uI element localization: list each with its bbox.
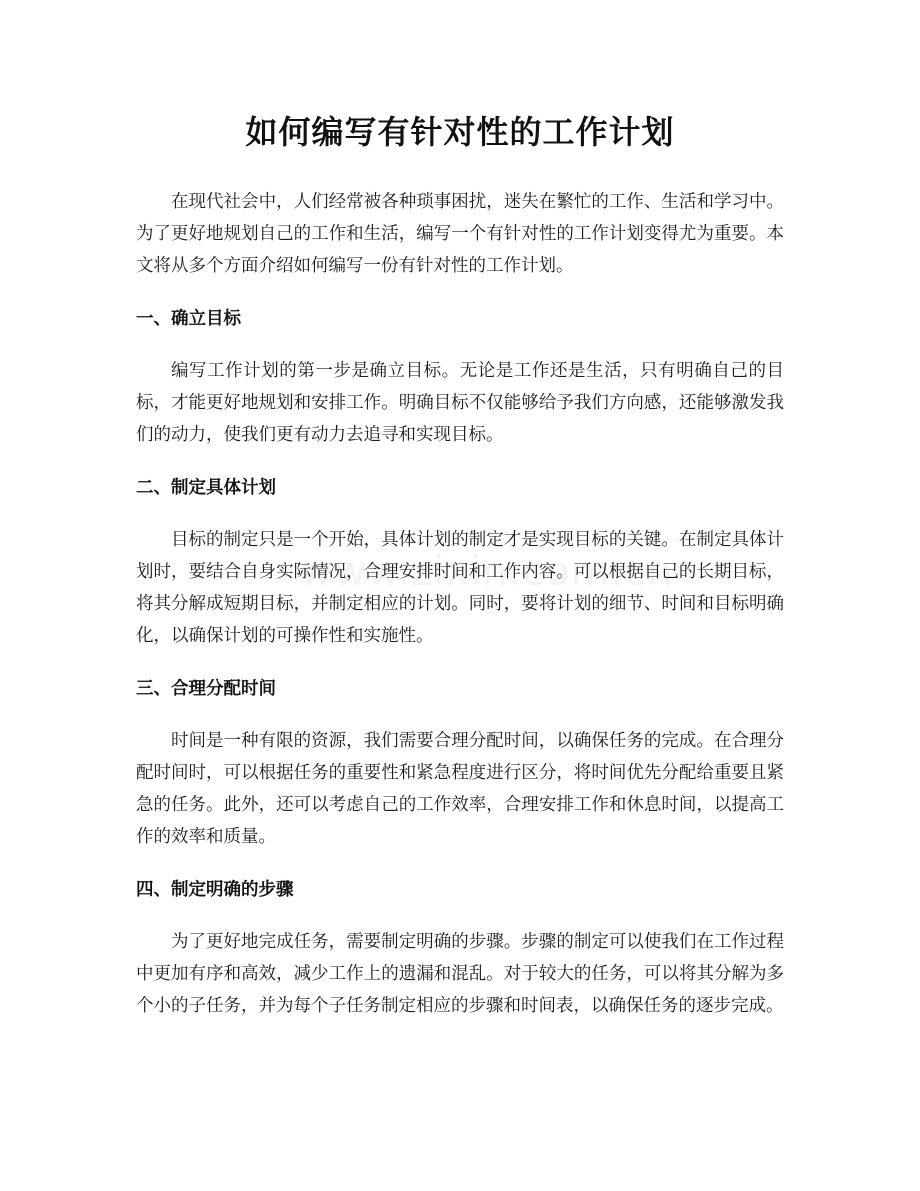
intro-paragraph: 在现代社会中，人们经常被各种琐事困扰，迷失在繁忙的工作、生活和学习中。为了更好地规划自己的工作和生活，编写一个有针对性的工作计划变得尤为重要。本文将从多个方面介绍如何编写一份有针对性的工作计划。 [136,192,784,276]
section-heading: 四、制定明确的步骤 [136,880,294,900]
section-paragraph: 目标的制定只是一个开始，具体计划的制定才是实现目标的关键。在制定具体计划时，要结合自身实际情况，合理安排时间和工作内容。可以根据自己的长期目标，将其分解成短期目标，并制定相应的计划。同时，要将计划的细节、时间和目标明确化，以确保计划的可操作性和实施性。 [136,530,784,646]
document-title: 如何编写有针对性的工作计划 [245,113,675,151]
section-heading: 三、合理分配时间 [136,679,276,699]
section-heading: 一、确立目标 [136,309,241,329]
section-time [136,673,784,853]
section-heading: 二、制定具体计划 [136,478,276,498]
section-goals [136,303,784,451]
section-paragraph: 为了更好地完成任务，需要制定明确的步骤。步骤的制定可以使我们在工作过程中更加有序和高效，减少工作上的遗漏和混乱。对于较大的任务，可以将其分解为多个小的子任务，并为每个子任务制定相应的步骤和时间表，以确保任务的逐步完成。 [136,932,784,1016]
section-paragraph: 时间是一种有限的资源，我们需要合理分配时间，以确保任务的完成。在合理分配时间时，可以根据任务的重要性和紧急程度进行区分，将时间优先分配给重要且紧急的任务。此外，还可以考虑自己的工作效率，合理安排工作和休息时间，以提高工作的效率和质量。 [136,731,784,847]
section-paragraph: 编写工作计划的第一步是确立目标。无论是工作还是生活，只有明确自己的目标，才能更好地规划和安排工作。明确目标不仅能够给予我们方向感，还能够激发我们的动力，使我们更有动力去追寻和实现目标。 [136,361,784,445]
section-steps [136,874,784,1022]
section-plan [136,472,784,652]
